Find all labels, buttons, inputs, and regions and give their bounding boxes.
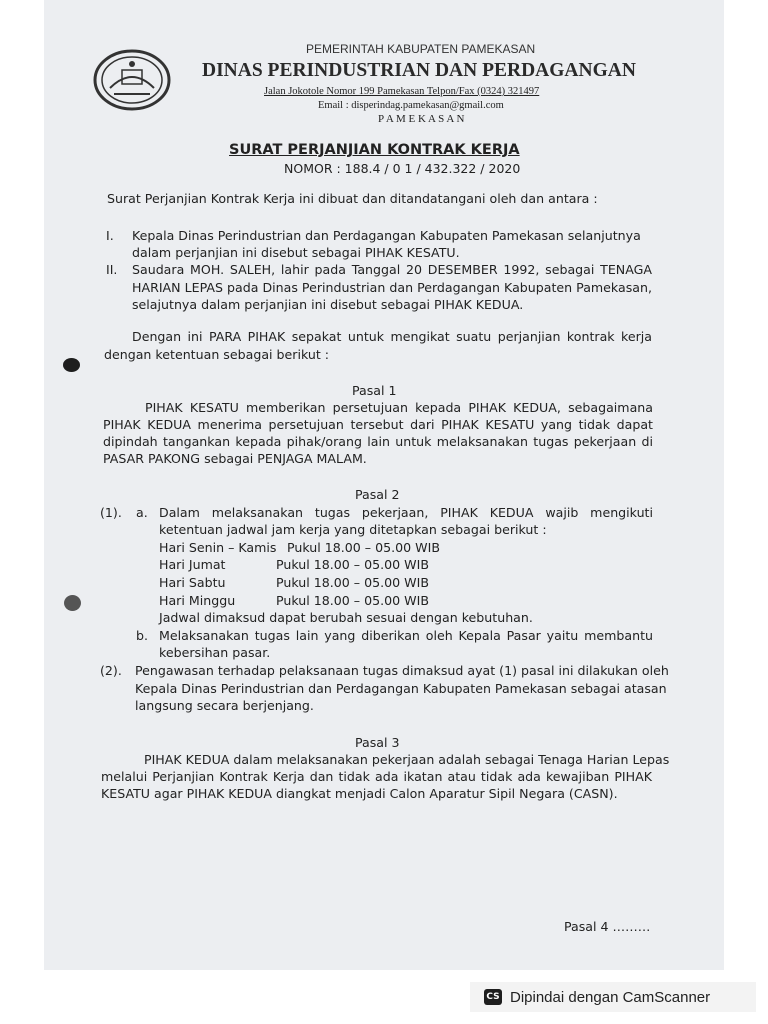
schedule-time: Pukul 18.00 – 05.00 WIB bbox=[276, 575, 429, 590]
pasal-1-heading: Pasal 1 bbox=[352, 383, 397, 398]
party-two-line: Saudara MOH. SALEH, lahir pada Tanggal 20 DESEMBER 1992, sebagai TENAGA bbox=[132, 262, 652, 277]
item-a-label: a. bbox=[136, 505, 148, 520]
document-title: SURAT PERJANJIAN KONTRAK KERJA bbox=[229, 142, 520, 158]
pasal-2-heading: Pasal 2 bbox=[355, 487, 400, 502]
clause-2-line: Pengawasan terhadap pelaksanaan tugas dimaksud ayat (1) pasal ini dilakukan oleh bbox=[135, 663, 669, 678]
schedule-time: Pukul 18.00 – 05.00 WIB bbox=[276, 557, 429, 572]
agency-name: DINAS PERINDUSTRIAN DAN PERDAGANGAN bbox=[202, 60, 636, 81]
pasal-3-heading: Pasal 3 bbox=[355, 735, 400, 750]
government-header: PEMERINTAH KABUPATEN PAMEKASAN bbox=[306, 42, 536, 56]
item-a-line: Dalam melaksanakan tugas pekerjaan, PIHAK KEDUA wajib mengikuti bbox=[159, 505, 653, 520]
item-b-line: Melaksanakan tugas lain yang diberikan oleh Kepala Pasar yaitu membantu bbox=[159, 628, 653, 643]
pasal-1-line: PASAR PAKONG sebagai PENJAGA MALAM. bbox=[103, 451, 367, 466]
regency-emblem-icon bbox=[92, 48, 172, 112]
agency-email: Email : disperindag.pamekasan@gmail.com bbox=[318, 100, 504, 111]
intro-text: Surat Perjanjian Kontrak Kerja ini dibuat dan ditandatangani oleh dan antara : bbox=[107, 191, 598, 206]
agency-address: Jalan Jokotole Nomor 199 Pamekasan Telpon/Fax (0324) 321497 bbox=[264, 86, 540, 97]
agency-city: P A M E K A S A N bbox=[378, 113, 465, 125]
schedule-day: Hari Minggu bbox=[159, 593, 236, 608]
item-b-label: b. bbox=[136, 628, 148, 643]
schedule-day: Hari Jumat bbox=[159, 557, 226, 572]
schedule-day: Hari Senin – Kamis bbox=[159, 540, 277, 555]
item-b-line: kebersihan pasar. bbox=[159, 645, 271, 660]
pasal-3-line: melalui Perjanjian Kontrak Kerja dan tidak ada ikatan atau tidak ada kewajiban PIHAK bbox=[101, 769, 652, 784]
party-one-line: dalam perjanjian ini disebut sebagai PIHAK KESATU. bbox=[132, 245, 460, 260]
pasal-3-line: PIHAK KEDUA dalam melaksanakan pekerjaan adalah sebagai Tenaga Harian Lepas bbox=[144, 752, 670, 767]
punch-hole bbox=[64, 595, 81, 611]
party-one-line: Kepala Dinas Perindustrian dan Perdagangan Kabupaten Pamekasan selanjutnya bbox=[132, 228, 641, 243]
schedule-note: Jadwal dimaksud dapat berubah sesuai dengan kebutuhan. bbox=[159, 610, 533, 625]
party-two-line: selajutnya dalam perjanjian ini disebut sebagai PIHAK KEDUA. bbox=[132, 297, 524, 312]
pasal-1-line: PIHAK KESATU memberikan persetujuan kepada PIHAK KEDUA, sebagaimana bbox=[145, 400, 653, 415]
camscanner-logo-icon: CS bbox=[484, 989, 502, 1005]
agreement-line: Dengan ini PARA PIHAK sepakat untuk mengikat suatu perjanjian kontrak kerja bbox=[132, 329, 652, 344]
document-number: NOMOR : 188.4 / 0 1 / 432.322 / 2020 bbox=[284, 161, 521, 176]
camscanner-watermark bbox=[470, 982, 756, 1012]
clause-2-line: langsung secara berjenjang. bbox=[135, 698, 314, 713]
schedule-time: Pukul 18.00 – 05.00 WIB bbox=[276, 593, 429, 608]
punch-hole bbox=[63, 358, 80, 372]
agreement-line: dengan ketentuan sebagai berikut : bbox=[104, 347, 330, 362]
party-one-number: I. bbox=[106, 228, 114, 243]
pasal-1-line: dipindah tangankan kepada pihak/orang lain untuk melaksanakan tugas pekerjaan di bbox=[103, 434, 653, 449]
pasal-3-line: KESATU agar PIHAK KEDUA diangkat menjadi Calon Aparatur Sipil Negara (CASN). bbox=[101, 786, 618, 801]
clause-2-line: Kepala Dinas Perindustrian dan Perdagangan Kabupaten Pamekasan sebagai atasan bbox=[135, 681, 667, 696]
item-a-line: ketentuan jadwal jam kerja yang ditetapkan sebagai berikut : bbox=[159, 522, 547, 537]
clause-2-number: (2). bbox=[100, 663, 122, 678]
next-page-marker: Pasal 4 ……… bbox=[564, 919, 651, 934]
clause-1-number: (1). bbox=[100, 505, 122, 520]
party-two-line: HARIAN LEPAS pada Dinas Perindustrian dan Perdagangan Kabupaten Pamekasan, bbox=[132, 280, 652, 295]
schedule-day: Hari Sabtu bbox=[159, 575, 226, 590]
camscanner-text: Dipindai dengan CamScanner bbox=[510, 988, 711, 1006]
pasal-1-line: PIHAK KEDUA menerima persetujuan tersebut dari PIHAK KESATU yang tidak dapat bbox=[103, 417, 653, 432]
schedule-time: Pukul 18.00 – 05.00 WIB bbox=[287, 540, 440, 555]
party-two-number: II. bbox=[106, 262, 118, 277]
